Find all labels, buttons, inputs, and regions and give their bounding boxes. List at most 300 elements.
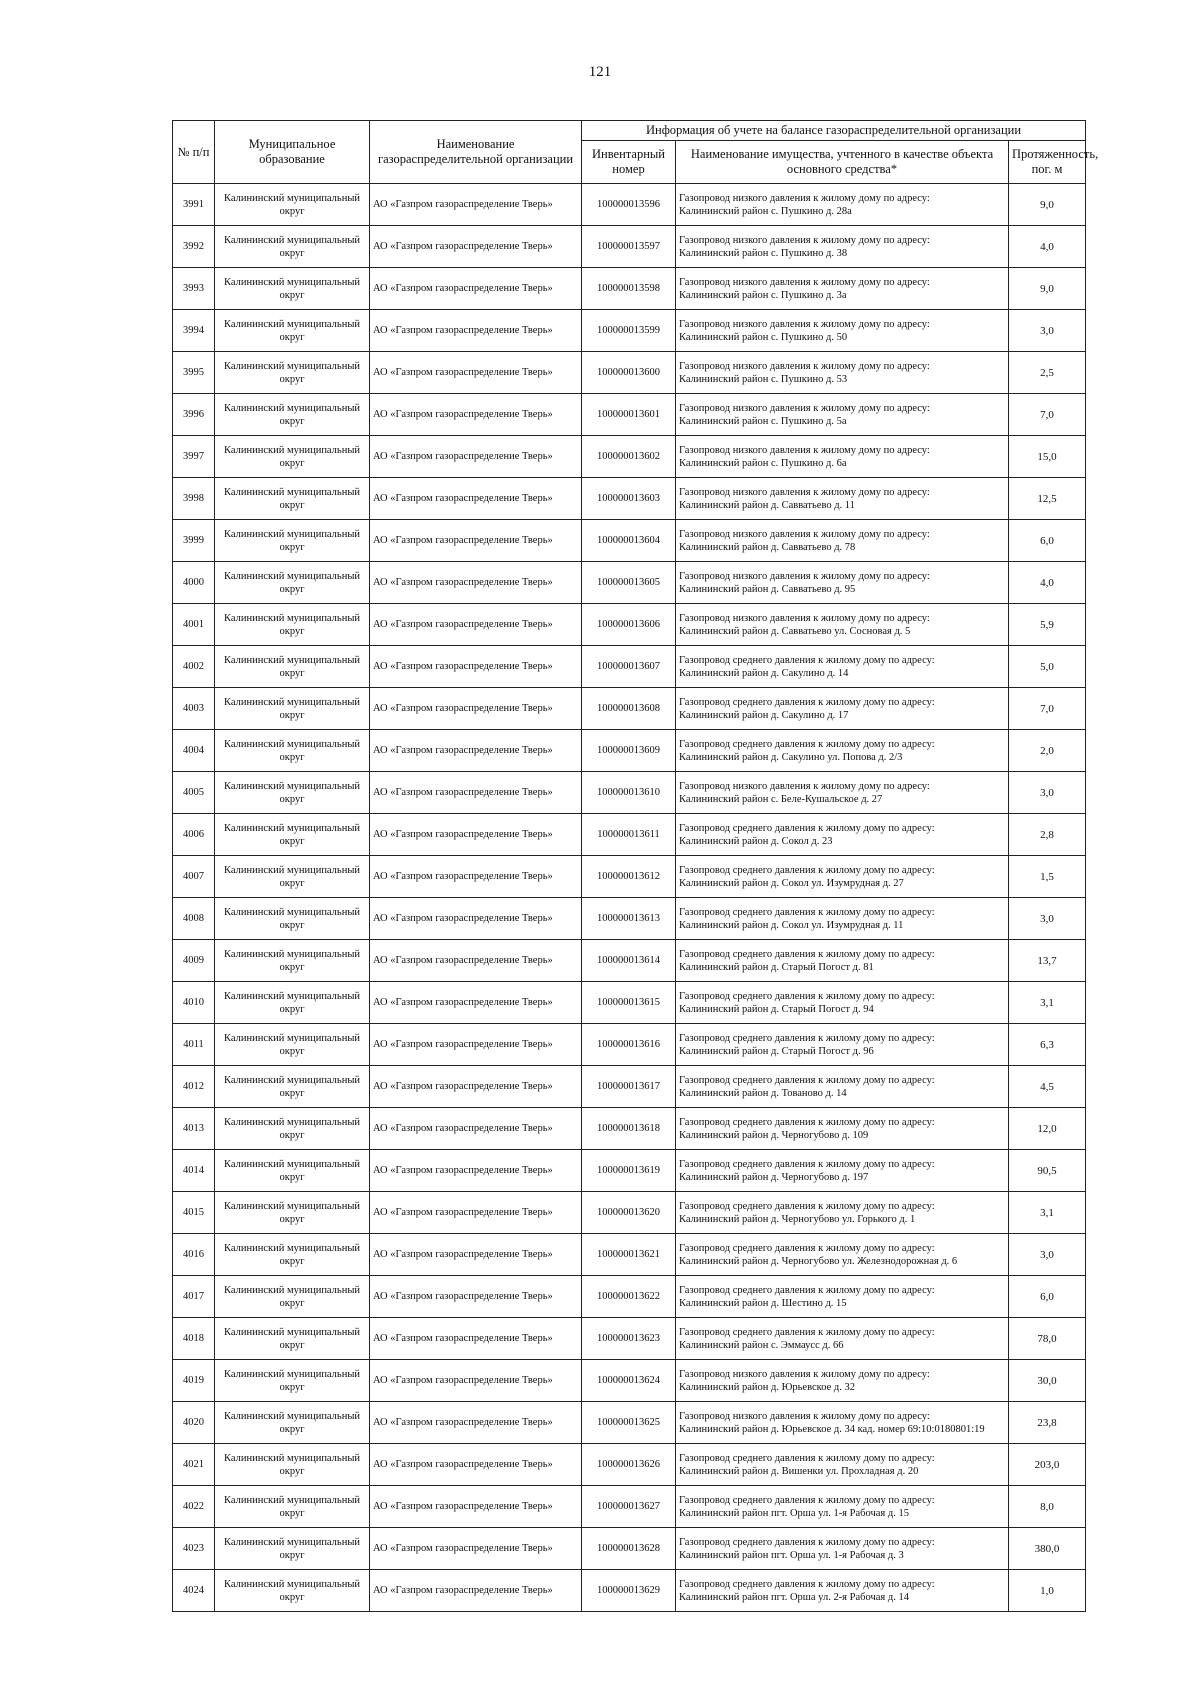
municipality-cell: Калининский муниципальный округ [215,520,370,562]
asset-address-line: Калининский район д. Юрьевское д. 32 [679,1381,855,1393]
row-number: 3995 [173,352,215,394]
asset-address-line: Калининский район д. Савватьево д. 95 [679,583,856,595]
inventory-number-cell: 100000013604 [582,520,676,562]
length-cell: 12,0 [1009,1108,1086,1150]
asset-name-cell [676,520,1009,562]
header-organization: Наименование газораспределительной организации [370,121,582,184]
asset-name-line: Газопровод среднего давления к жилому дому по адресу: [679,990,935,1002]
inventory-number-cell: 100000013612 [582,856,676,898]
row-number: 4009 [173,940,215,982]
asset-address-line: Калининский район д. Сокол ул. Изумрудная д. 27 [679,877,904,889]
length-cell: 6,3 [1009,1024,1086,1066]
table-row [173,1234,1086,1276]
row-number: 3993 [173,268,215,310]
asset-address-line: Калининский район д. Старый Погост д. 94 [679,1003,874,1015]
inventory-number-cell: 100000013608 [582,688,676,730]
asset-name-line: Газопровод среднего давления к жилому дому по адресу: [679,1158,935,1170]
asset-name-cell [676,1528,1009,1570]
asset-name-cell [676,1318,1009,1360]
inventory-number-cell: 100000013622 [582,1276,676,1318]
municipality-cell: Калининский муниципальный округ [215,1276,370,1318]
asset-address-line: Калининский район д. Черногубово д. 109 [679,1129,869,1141]
length-cell: 23,8 [1009,1402,1086,1444]
municipality-cell: Калининский муниципальный округ [215,1528,370,1570]
municipality-cell: Калининский муниципальный округ [215,604,370,646]
asset-name-line: Газопровод среднего давления к жилому дому по адресу: [679,654,935,666]
organization-cell: АО «Газпром газораспределение Тверь» [370,1192,582,1234]
table-row [173,184,1086,226]
length-cell: 2,8 [1009,814,1086,856]
asset-address-line: Калининский район д. Юрьевское д. 34 кад. номер 69:10:0180801:19 [679,1423,985,1435]
municipality-cell: Калининский муниципальный округ [215,1444,370,1486]
organization-cell: АО «Газпром газораспределение Тверь» [370,1486,582,1528]
table-row [173,856,1086,898]
inventory-number-cell: 100000013627 [582,1486,676,1528]
table-row [173,982,1086,1024]
asset-name-cell [676,1066,1009,1108]
table-row [173,1276,1086,1318]
asset-name-cell [676,1486,1009,1528]
inventory-number-cell: 100000013597 [582,226,676,268]
asset-address-line: Калининский район д. Черногубово д. 197 [679,1171,869,1183]
length-cell: 9,0 [1009,184,1086,226]
row-number: 3996 [173,394,215,436]
inventory-number-cell: 100000013624 [582,1360,676,1402]
municipality-cell: Калининский муниципальный округ [215,310,370,352]
organization-cell: АО «Газпром газораспределение Тверь» [370,1024,582,1066]
organization-cell: АО «Газпром газораспределение Тверь» [370,688,582,730]
inventory-number-cell: 100000013602 [582,436,676,478]
asset-name-line: Газопровод низкого давления к жилому дому по адресу: [679,444,930,456]
organization-cell: АО «Газпром газораспределение Тверь» [370,898,582,940]
asset-name-line: Газопровод среднего давления к жилому дому по адресу: [679,1452,935,1464]
asset-name-line: Газопровод среднего давления к жилому дому по адресу: [679,1494,935,1506]
organization-cell: АО «Газпром газораспределение Тверь» [370,394,582,436]
table-row [173,562,1086,604]
asset-address-line: Калининский район д. Сокол д. 23 [679,835,833,847]
municipality-cell: Калининский муниципальный округ [215,646,370,688]
table-row [173,436,1086,478]
length-cell: 3,0 [1009,1234,1086,1276]
header-inventory: Инвентарный номер [582,141,676,184]
inventory-number-cell: 100000013598 [582,268,676,310]
inventory-number-cell: 100000013601 [582,394,676,436]
organization-cell: АО «Газпром газораспределение Тверь» [370,562,582,604]
header-municipality: Муниципальное образование [215,121,370,184]
header-balance-group: Информация об учете на балансе газораспределительной организации [582,121,1086,141]
organization-cell: АО «Газпром газораспределение Тверь» [370,184,582,226]
length-cell: 78,0 [1009,1318,1086,1360]
row-number: 4021 [173,1444,215,1486]
table-row [173,604,1086,646]
inventory-number-cell: 100000013615 [582,982,676,1024]
length-cell: 13,7 [1009,940,1086,982]
organization-cell: АО «Газпром газораспределение Тверь» [370,1318,582,1360]
length-cell: 380,0 [1009,1528,1086,1570]
municipality-cell: Калининский муниципальный округ [215,856,370,898]
asset-name-line: Газопровод среднего давления к жилому дому по адресу: [679,822,935,834]
asset-name-cell [676,562,1009,604]
organization-cell: АО «Газпром газораспределение Тверь» [370,940,582,982]
table-row [173,268,1086,310]
length-cell: 4,0 [1009,226,1086,268]
row-number: 4020 [173,1402,215,1444]
length-cell: 3,0 [1009,772,1086,814]
asset-name-cell [676,1024,1009,1066]
asset-name-line: Газопровод низкого давления к жилому дому по адресу: [679,612,930,624]
asset-name-cell [676,646,1009,688]
municipality-cell: Калининский муниципальный округ [215,1402,370,1444]
asset-name-cell [676,394,1009,436]
row-number: 4007 [173,856,215,898]
asset-name-cell [676,184,1009,226]
length-cell: 6,0 [1009,1276,1086,1318]
asset-name-line: Газопровод низкого давления к жилому дому по адресу: [679,486,930,498]
inventory-number-cell: 100000013628 [582,1528,676,1570]
asset-address-line: Калининский район с. Пушкино д. 28а [679,205,852,217]
table-row [173,1108,1086,1150]
organization-cell: АО «Газпром газораспределение Тверь» [370,436,582,478]
asset-address-line: Калининский район с. Пушкино д. 3а [679,289,847,301]
asset-name-cell [676,1360,1009,1402]
asset-name-line: Газопровод низкого давления к жилому дому по адресу: [679,528,930,540]
organization-cell: АО «Газпром газораспределение Тверь» [370,1360,582,1402]
municipality-cell: Калининский муниципальный округ [215,436,370,478]
length-cell: 7,0 [1009,688,1086,730]
asset-name-line: Газопровод низкого давления к жилому дому по адресу: [679,192,930,204]
asset-name-cell [676,1234,1009,1276]
asset-name-line: Газопровод среднего давления к жилому дому по адресу: [679,1074,935,1086]
organization-cell: АО «Газпром газораспределение Тверь» [370,814,582,856]
asset-address-line: Калининский район д. Сокол ул. Изумрудная д. 11 [679,919,904,931]
table-row [173,1150,1086,1192]
length-cell: 1,5 [1009,856,1086,898]
asset-name-cell [676,268,1009,310]
table-row [173,940,1086,982]
organization-cell: АО «Газпром газораспределение Тверь» [370,982,582,1024]
length-cell: 15,0 [1009,436,1086,478]
length-cell: 8,0 [1009,1486,1086,1528]
municipality-cell: Калининский муниципальный округ [215,1360,370,1402]
asset-name-line: Газопровод среднего давления к жилому дому по адресу: [679,1284,935,1296]
length-cell: 3,0 [1009,898,1086,940]
asset-name-line: Газопровод среднего давления к жилому дому по адресу: [679,1200,935,1212]
inventory-number-cell: 100000013613 [582,898,676,940]
organization-cell: АО «Газпром газораспределение Тверь» [370,856,582,898]
asset-address-line: Калининский район д. Старый Погост д. 81 [679,961,874,973]
length-cell: 3,0 [1009,310,1086,352]
municipality-cell: Калининский муниципальный округ [215,352,370,394]
length-cell: 4,0 [1009,562,1086,604]
asset-name-cell [676,1192,1009,1234]
table-row [173,1402,1086,1444]
municipality-cell: Калининский муниципальный округ [215,1486,370,1528]
municipality-cell: Калининский муниципальный округ [215,184,370,226]
asset-address-line: Калининский район д. Шестино д. 15 [679,1297,847,1309]
asset-name-line: Газопровод среднего давления к жилому дому по адресу: [679,864,935,876]
table-row [173,1024,1086,1066]
row-number: 4006 [173,814,215,856]
organization-cell: АО «Газпром газораспределение Тверь» [370,1402,582,1444]
organization-cell: АО «Газпром газораспределение Тверь» [370,730,582,772]
inventory-number-cell: 100000013621 [582,1234,676,1276]
table-row [173,1318,1086,1360]
organization-cell: АО «Газпром газораспределение Тверь» [370,1234,582,1276]
asset-name-cell [676,1444,1009,1486]
municipality-cell: Калининский муниципальный округ [215,1234,370,1276]
asset-address-line: Калининский район пгт. Орша ул. 2-я Рабочая д. 14 [679,1591,909,1603]
asset-name-cell [676,1276,1009,1318]
row-number: 4019 [173,1360,215,1402]
organization-cell: АО «Газпром газораспределение Тверь» [370,646,582,688]
asset-name-line: Газопровод среднего давления к жилому дому по адресу: [679,1326,935,1338]
asset-address-line: Калининский район д. Савватьево д. 11 [679,499,855,511]
inventory-number-cell: 100000013623 [582,1318,676,1360]
asset-name-line: Газопровод низкого давления к жилому дому по адресу: [679,1410,930,1422]
row-number: 3992 [173,226,215,268]
asset-name-cell [676,940,1009,982]
organization-cell: АО «Газпром газораспределение Тверь» [370,604,582,646]
municipality-cell: Калининский муниципальный округ [215,982,370,1024]
table-row [173,898,1086,940]
municipality-cell: Калининский муниципальный округ [215,1192,370,1234]
municipality-cell: Калининский муниципальный округ [215,688,370,730]
row-number: 3994 [173,310,215,352]
municipality-cell: Калининский муниципальный округ [215,1570,370,1612]
inventory-number-cell: 100000013603 [582,478,676,520]
asset-address-line: Калининский район с. Пушкино д. 50 [679,331,848,343]
inventory-number-cell: 100000013625 [582,1402,676,1444]
length-cell: 1,0 [1009,1570,1086,1612]
asset-address-line: Калининский район д. Черногубово ул. Железнодорожная д. 6 [679,1255,958,1267]
length-cell: 12,5 [1009,478,1086,520]
row-number: 4013 [173,1108,215,1150]
organization-cell: АО «Газпром газораспределение Тверь» [370,1570,582,1612]
asset-name-cell [676,604,1009,646]
asset-name-cell [676,310,1009,352]
inventory-number-cell: 100000013609 [582,730,676,772]
inventory-number-cell: 100000013629 [582,1570,676,1612]
asset-name-line: Газопровод низкого давления к жилому дому по адресу: [679,234,930,246]
organization-cell: АО «Газпром газораспределение Тверь» [370,1066,582,1108]
length-cell: 7,0 [1009,394,1086,436]
asset-name-line: Газопровод низкого давления к жилому дому по адресу: [679,1368,930,1380]
length-cell: 9,0 [1009,268,1086,310]
inventory-number-cell: 100000013618 [582,1108,676,1150]
municipality-cell: Калининский муниципальный округ [215,1150,370,1192]
asset-address-line: Калининский район д. Сакулино ул. Попова д. 2/3 [679,751,903,763]
row-number: 4015 [173,1192,215,1234]
header-asset-name: Наименование имущества, учтенного в качестве объекта основного средства* [676,141,1009,184]
asset-address-line: Калининский район с. Пушкино д. 6а [679,457,847,469]
inventory-number-cell: 100000013617 [582,1066,676,1108]
row-number: 4012 [173,1066,215,1108]
header-num: № п/п [173,121,215,184]
inventory-number-cell: 100000013599 [582,310,676,352]
asset-address-line: Калининский район д. Савватьево ул. Сосновая д. 5 [679,625,911,637]
length-cell: 5,9 [1009,604,1086,646]
table-header [173,121,1099,184]
table-row [173,646,1086,688]
asset-name-line: Газопровод низкого давления к жилому дому по адресу: [679,780,930,792]
organization-cell: АО «Газпром газораспределение Тверь» [370,352,582,394]
asset-name-line: Газопровод низкого давления к жилому дому по адресу: [679,570,930,582]
table-row [173,1360,1086,1402]
inventory-number-cell: 100000013614 [582,940,676,982]
length-cell: 6,0 [1009,520,1086,562]
organization-cell: АО «Газпром газораспределение Тверь» [370,478,582,520]
row-number: 4014 [173,1150,215,1192]
asset-name-cell [676,1570,1009,1612]
organization-cell: АО «Газпром газораспределение Тверь» [370,772,582,814]
length-cell: 90,5 [1009,1150,1086,1192]
inventory-number-cell: 100000013616 [582,1024,676,1066]
asset-address-line: Калининский район д. Старый Погост д. 96 [679,1045,874,1057]
length-cell: 4,5 [1009,1066,1086,1108]
municipality-cell: Калининский муниципальный округ [215,814,370,856]
table-row [173,1528,1086,1570]
length-cell: 2,0 [1009,730,1086,772]
table-row [173,394,1086,436]
length-cell: 3,1 [1009,982,1086,1024]
row-number: 3999 [173,520,215,562]
asset-name-cell [676,478,1009,520]
table-row [173,1066,1086,1108]
asset-name-cell [676,1150,1009,1192]
inventory-number-cell: 100000013606 [582,604,676,646]
municipality-cell: Калининский муниципальный округ [215,226,370,268]
asset-address-line: Калининский район с. Пушкино д. 5а [679,415,847,427]
asset-name-cell [676,982,1009,1024]
table-row [173,1192,1086,1234]
organization-cell: АО «Газпром газораспределение Тверь» [370,268,582,310]
row-number: 4004 [173,730,215,772]
organization-cell: АО «Газпром газораспределение Тверь» [370,520,582,562]
organization-cell: АО «Газпром газораспределение Тверь» [370,1150,582,1192]
asset-address-line: Калининский район пгт. Орша ул. 1-я Рабочая д. 15 [679,1507,909,1519]
asset-name-cell [676,436,1009,478]
table-row [173,772,1086,814]
asset-address-line: Калининский район д. Сакулино д. 14 [679,667,849,679]
asset-name-line: Газопровод среднего давления к жилому дому по адресу: [679,1242,935,1254]
asset-name-cell [676,688,1009,730]
municipality-cell: Калининский муниципальный округ [215,478,370,520]
asset-address-line: Калининский район с. Беле-Кушальское д. 27 [679,793,883,805]
asset-address-line: Калининский район с. Пушкино д. 53 [679,373,848,385]
inventory-number-cell: 100000013600 [582,352,676,394]
row-number: 4000 [173,562,215,604]
row-number: 4017 [173,1276,215,1318]
table-row [173,310,1086,352]
property-register-table [172,120,1099,1612]
row-number: 4011 [173,1024,215,1066]
organization-cell: АО «Газпром газораспределение Тверь» [370,1276,582,1318]
organization-cell: АО «Газпром газораспределение Тверь» [370,1528,582,1570]
municipality-cell: Калининский муниципальный округ [215,1108,370,1150]
asset-name-line: Газопровод среднего давления к жилому дому по адресу: [679,906,935,918]
inventory-number-cell: 100000013605 [582,562,676,604]
inventory-number-cell: 100000013596 [582,184,676,226]
row-number: 4003 [173,688,215,730]
table-row [173,814,1086,856]
asset-name-line: Газопровод среднего давления к жилому дому по адресу: [679,1032,935,1044]
length-cell: 30,0 [1009,1360,1086,1402]
municipality-cell: Калининский муниципальный округ [215,1066,370,1108]
row-number: 4018 [173,1318,215,1360]
municipality-cell: Калининский муниципальный округ [215,268,370,310]
asset-name-cell [676,898,1009,940]
table-body [173,184,1086,1612]
inventory-number-cell: 100000013607 [582,646,676,688]
asset-name-line: Газопровод среднего давления к жилому дому по адресу: [679,1536,935,1548]
length-cell: 5,0 [1009,646,1086,688]
row-number: 4022 [173,1486,215,1528]
municipality-cell: Калининский муниципальный округ [215,1024,370,1066]
asset-address-line: Калининский район д. Тованово д. 14 [679,1087,847,1099]
municipality-cell: Калининский муниципальный округ [215,1318,370,1360]
table-row [173,520,1086,562]
row-number: 3991 [173,184,215,226]
municipality-cell: Калининский муниципальный округ [215,940,370,982]
table-row [173,478,1086,520]
organization-cell: АО «Газпром газораспределение Тверь» [370,226,582,268]
table-row [173,1444,1086,1486]
row-number: 4010 [173,982,215,1024]
length-cell: 3,1 [1009,1192,1086,1234]
municipality-cell: Калининский муниципальный округ [215,730,370,772]
row-number: 4023 [173,1528,215,1570]
table-row [173,352,1086,394]
row-number: 3998 [173,478,215,520]
row-number: 4001 [173,604,215,646]
row-number: 4008 [173,898,215,940]
asset-name-cell [676,1108,1009,1150]
asset-address-line: Калининский район пгт. Орша ул. 1-я Рабочая д. 3 [679,1549,904,1561]
row-number: 4002 [173,646,215,688]
asset-name-cell [676,856,1009,898]
row-number: 4024 [173,1570,215,1612]
municipality-cell: Калининский муниципальный округ [215,898,370,940]
organization-cell: АО «Газпром газораспределение Тверь» [370,310,582,352]
inventory-number-cell: 100000013626 [582,1444,676,1486]
table-row [173,688,1086,730]
asset-name-line: Газопровод среднего давления к жилому дому по адресу: [679,1578,935,1590]
asset-address-line: Калининский район с. Эммаусс д. 66 [679,1339,844,1351]
asset-address-line: Калининский район д. Сакулино д. 17 [679,709,849,721]
asset-name-cell [676,814,1009,856]
row-number: 4005 [173,772,215,814]
length-cell: 203,0 [1009,1444,1086,1486]
asset-name-line: Газопровод среднего давления к жилому дому по адресу: [679,738,935,750]
inventory-number-cell: 100000013610 [582,772,676,814]
organization-cell: АО «Газпром газораспределение Тверь» [370,1444,582,1486]
municipality-cell: Калининский муниципальный округ [215,394,370,436]
asset-address-line: Калининский район д. Черногубово ул. Горького д. 1 [679,1213,916,1225]
page-number: 121 [588,64,612,80]
table-row [173,1570,1086,1612]
table-row [173,226,1086,268]
length-cell: 2,5 [1009,352,1086,394]
organization-cell: АО «Газпром газораспределение Тверь» [370,1108,582,1150]
asset-name-line: Газопровод низкого давления к жилому дому по адресу: [679,318,930,330]
asset-name-line: Газопровод среднего давления к жилому дому по адресу: [679,948,935,960]
header-length: Протяженность, пог. м [1009,141,1086,184]
municipality-cell: Калининский муниципальный округ [215,772,370,814]
asset-name-cell [676,352,1009,394]
table-row [173,1486,1086,1528]
asset-name-line: Газопровод низкого давления к жилому дому по адресу: [679,360,930,372]
asset-name-cell [676,1402,1009,1444]
